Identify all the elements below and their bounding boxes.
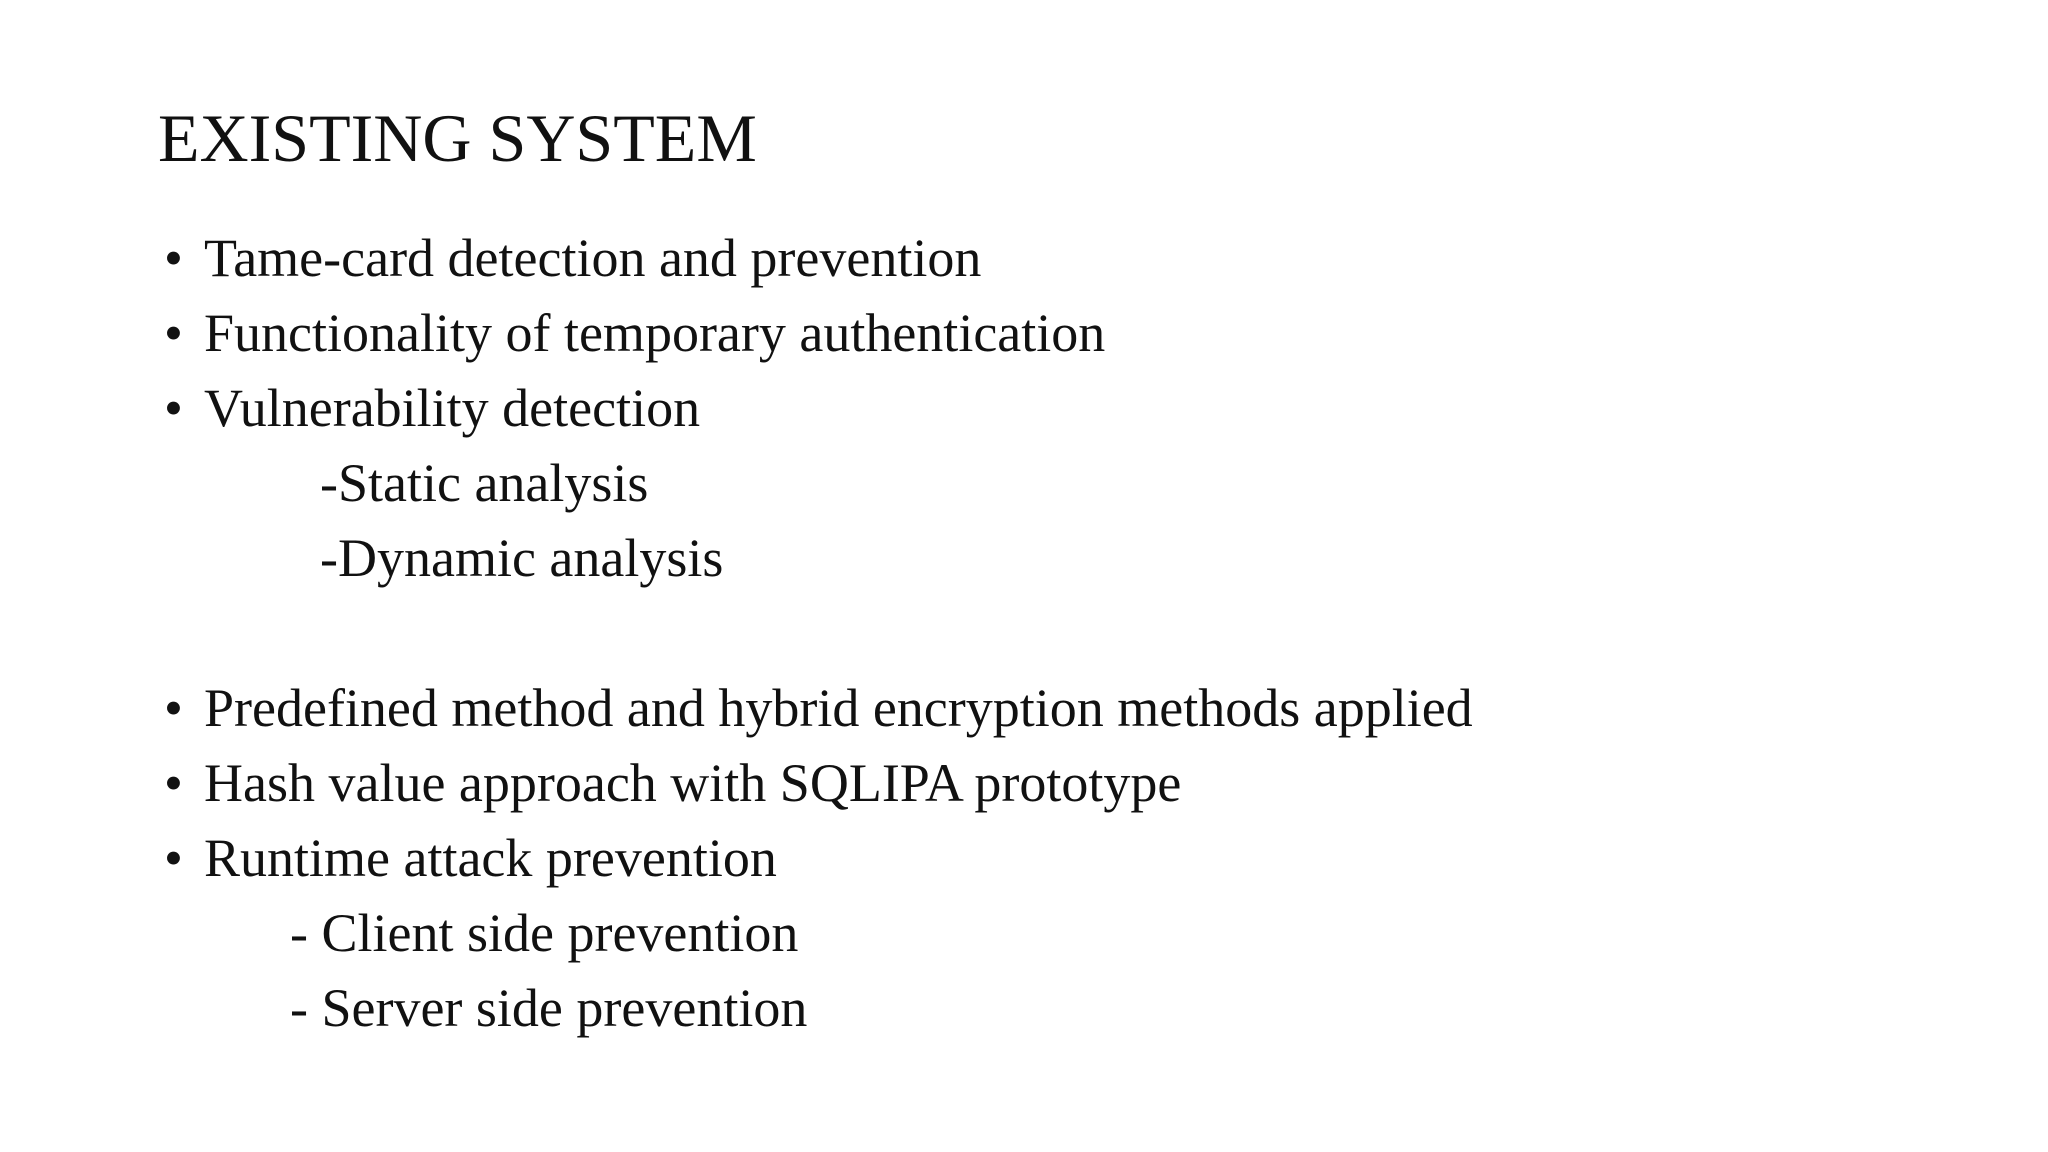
bullet-item-vulnerability-detection: Vulnerability detection: [204, 378, 701, 438]
bullet-item-runtime-attack-prevention: Runtime attack prevention: [204, 828, 777, 888]
bullet-item-predefined-method: Predefined method and hybrid encryption methods applied: [204, 678, 1473, 738]
bullet-item-temporary-authentication: Functionality of temporary authentication: [204, 303, 1106, 363]
bullet-icon: •: [164, 303, 183, 363]
bullet-icon: •: [164, 378, 183, 438]
bullet-item-hash-value-approach: Hash value approach with SQLIPA prototype: [204, 753, 1182, 813]
subitem-client-side-prevention: - Client side prevention: [290, 903, 799, 963]
bullet-item-tame-card: Tame-card detection and prevention: [204, 228, 982, 288]
bullet-icon: •: [164, 753, 183, 813]
bullet-icon: •: [164, 678, 183, 738]
bullet-icon: •: [164, 228, 183, 288]
subitem-server-side-prevention: - Server side prevention: [290, 978, 808, 1038]
subitem-dynamic-analysis: -Dynamic analysis: [320, 528, 724, 588]
slide-title: EXISTING SYSTEM: [158, 100, 757, 176]
subitem-static-analysis: -Static analysis: [320, 453, 649, 513]
bullet-icon: •: [164, 828, 183, 888]
